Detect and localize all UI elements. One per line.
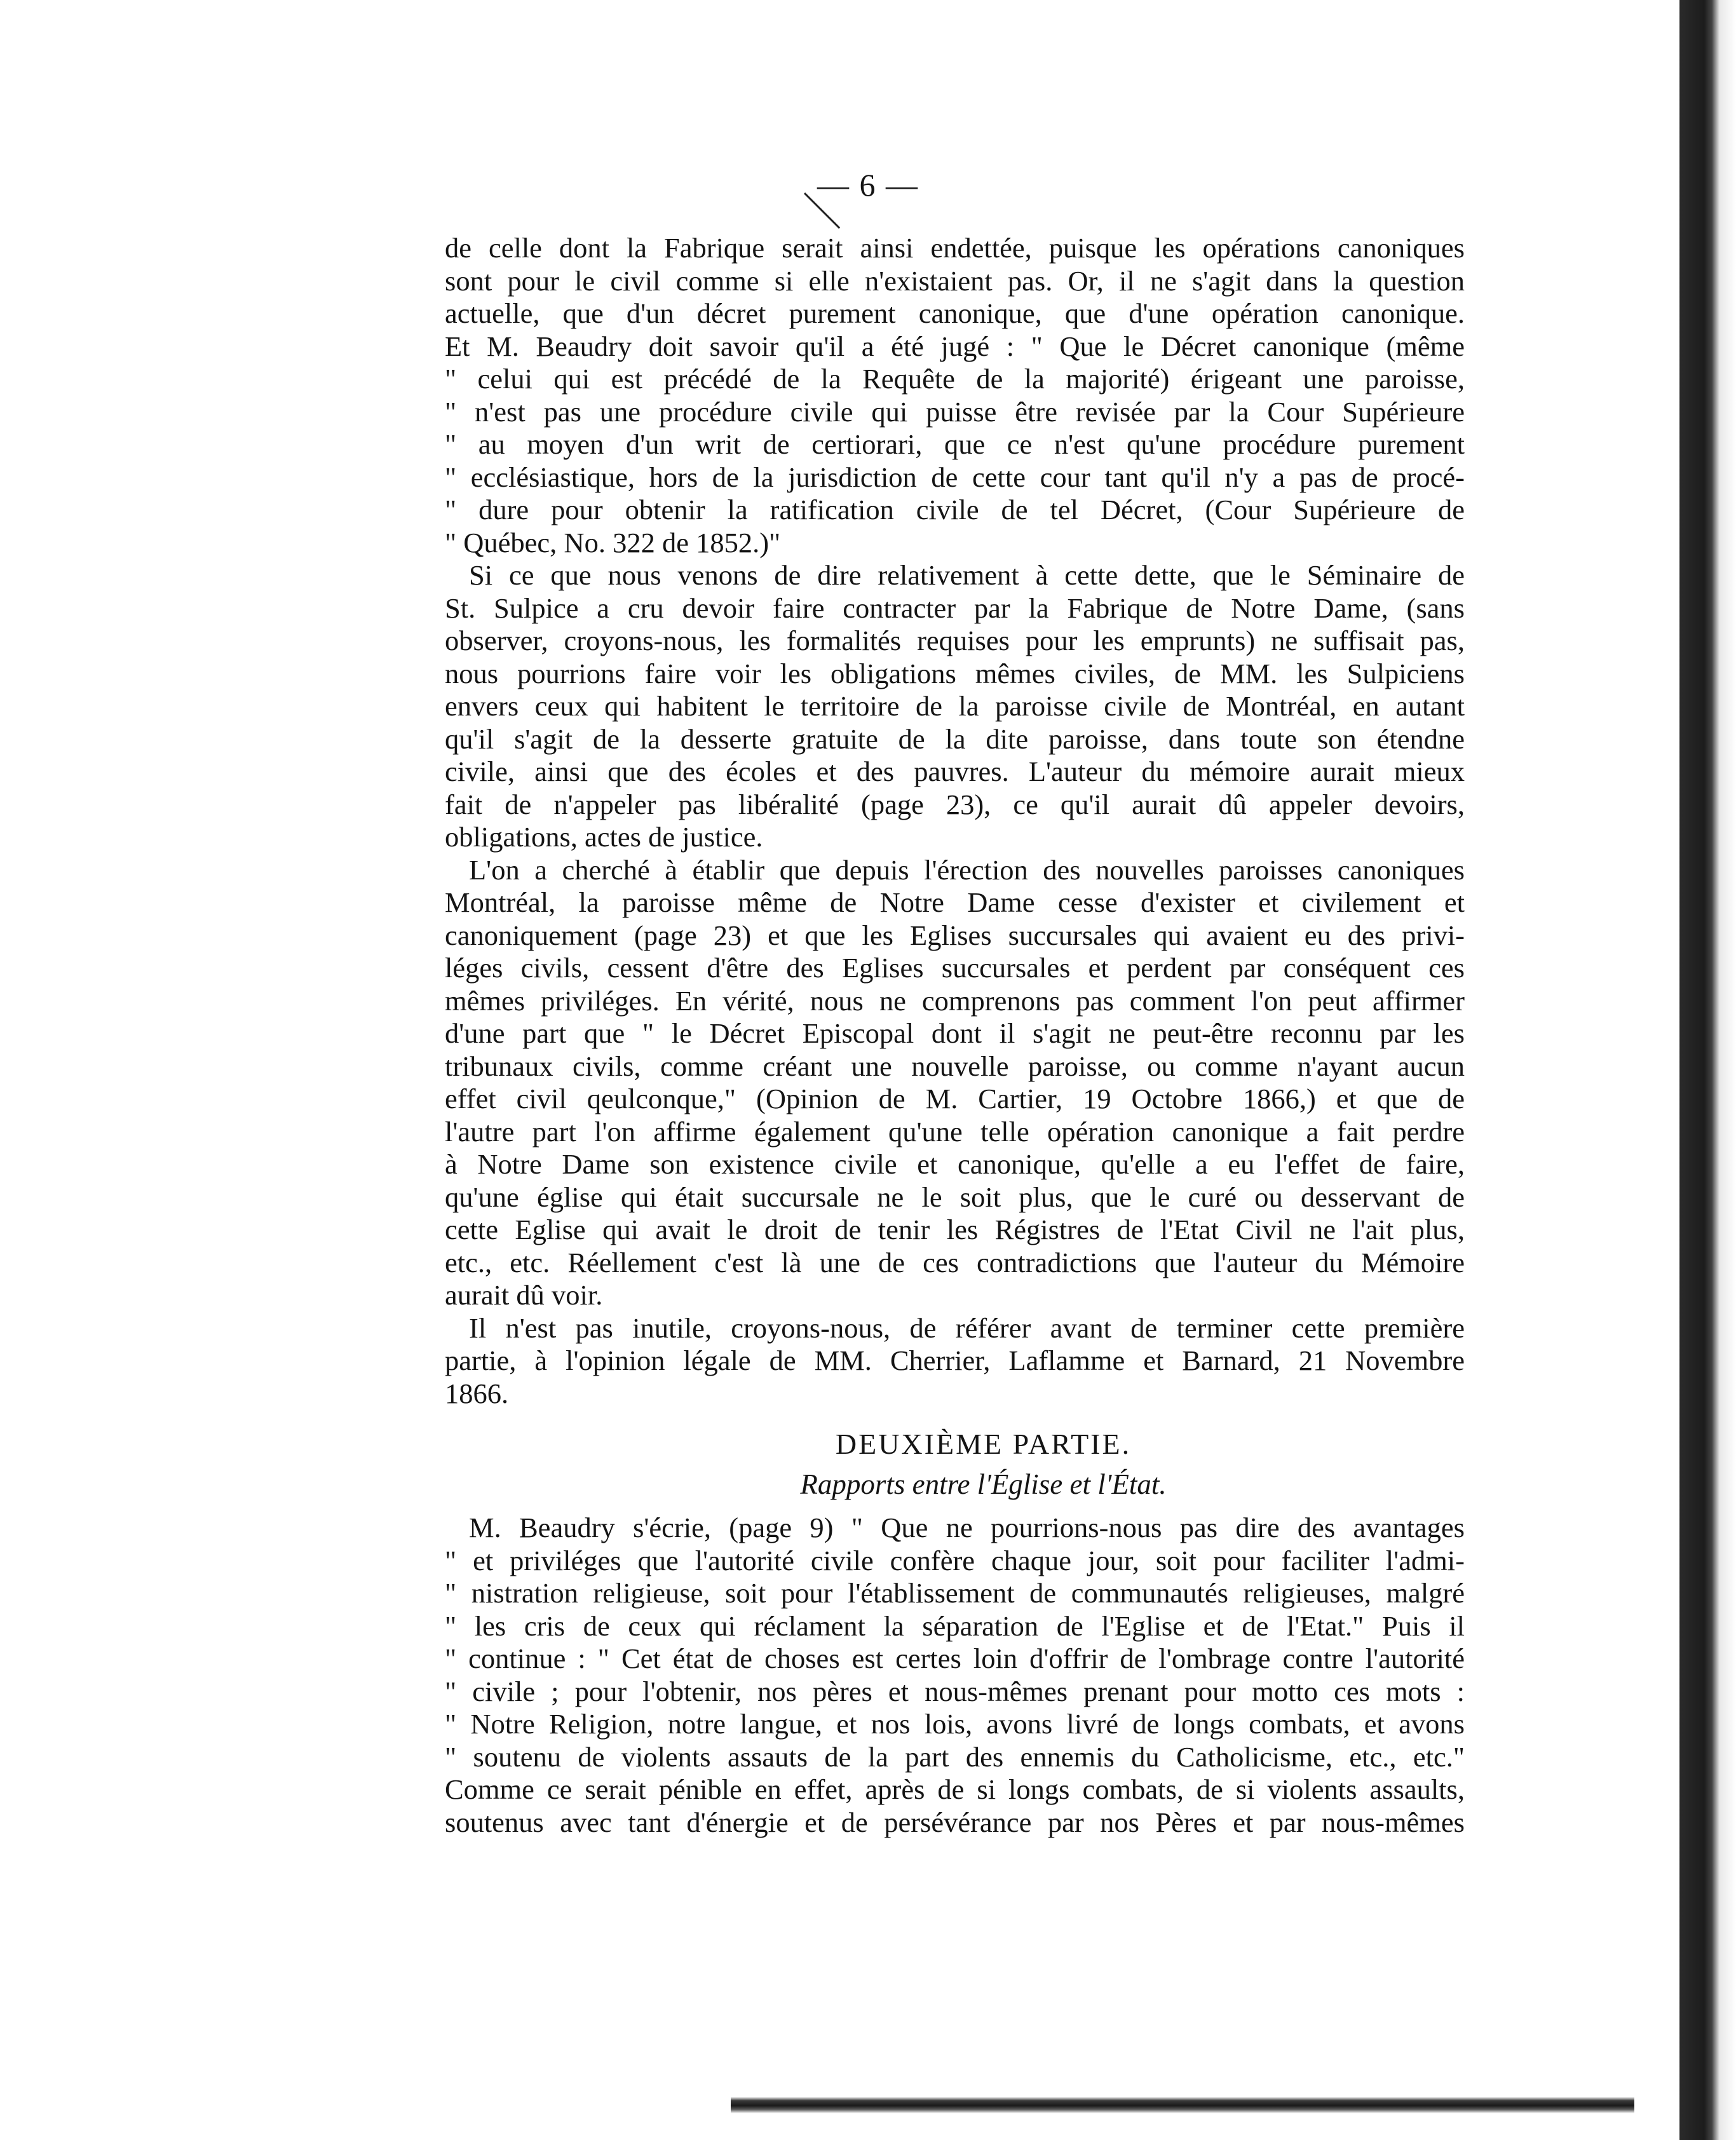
scanned-bottom-edge xyxy=(731,2097,1634,2113)
scanned-page-edge xyxy=(1641,0,1736,2140)
text-line: L'on a cherché à établir que depuis l'érection des nouvelles paroisses canoniques xyxy=(469,853,1465,886)
text-line: civile, ainsi que des écoles et des pauvres. L'auteur du mémoire aurait mieux xyxy=(445,755,1465,787)
text-line: nous pourrions faire voir les obligations mêmes civiles, de MM. les Sulpiciens xyxy=(445,657,1465,689)
text-line: Et M. Beaudry doit savoir qu'il a été jugé : " Que le Décret canonique (même xyxy=(445,330,1465,362)
text-line: qu'il s'agit de la desserte gratuite de la dite paroisse, dans toute son étendne xyxy=(445,722,1465,755)
text-line: Il n'est pas inutile, croyons-nous, de référer avant de terminer cette première xyxy=(469,1311,1465,1344)
text-line: partie, à l'opinion légale de MM. Cherrier, Laflamme et Barnard, 21 Novembre xyxy=(445,1344,1465,1376)
text-line: " soutenu de violents assauts de la part des ennemis du Catholicisme, etc., etc." xyxy=(445,1740,1465,1773)
text-line: mêmes priviléges. En vérité, nous ne comprenons pas comment l'on peut affirmer xyxy=(445,984,1465,1017)
text-line: " dure pour obtenir la ratification civile de tel Décret, (Cour Supérieure de xyxy=(445,494,1465,525)
text-line: " les cris de ceux qui réclament la séparation de l'Eglise et de l'Etat." Puis il xyxy=(445,1609,1465,1642)
text-line: à Notre Dame son existence civile et canonique, qu'elle a eu l'effet de faire, xyxy=(445,1148,1465,1180)
text-line: Montréal, la paroisse même de Notre Dame cesse d'exister et civilement et xyxy=(445,886,1465,918)
paragraph-2 xyxy=(445,559,1465,854)
text-line: l'autre part l'on affirme également qu'une telle opération canonique a fait perdre xyxy=(445,1115,1465,1148)
text-line: etc., etc. Réellement c'est là une de ces contradictions que l'auteur du Mémoire xyxy=(445,1246,1465,1278)
text-line: " continue : " Cet état de choses est certes loin d'offrir de l'ombrage contre l'autorité xyxy=(445,1642,1465,1674)
text-line: fait de n'appeler pas libéralité (page 23), ce qu'il aurait dû appeler devoirs, xyxy=(445,788,1465,820)
text-line: " nistration religieuse, soit pour l'établissement de communautés religieuses, malgré xyxy=(445,1577,1465,1609)
paragraph-5 xyxy=(445,1512,1465,1839)
text-line: " n'est pas une procédure civile qui puisse être revisée par la Cour Supérieure xyxy=(445,395,1465,428)
text-line: obligations, actes de justice. xyxy=(445,821,763,853)
text-line: soutenus avec tant d'énergie et de persévérance par nos Pères et par nous-mêmes xyxy=(445,1806,1465,1838)
text-line: " celui qui est précédé de la Requête de la majorité) érigeant une paroisse, xyxy=(445,363,1465,395)
paragraph-3 xyxy=(445,854,1465,1312)
text-line: cette Eglise qui avait le droit de tenir les Régistres de l'Etat Civil ne l'ait plus, xyxy=(445,1214,1465,1245)
page-number: — 6 — xyxy=(817,167,919,203)
text-line: 1866. xyxy=(445,1377,509,1409)
text-line: " ecclésiastique, hors de la jurisdiction de cette cour tant qu'il n'y a pas de procé- xyxy=(445,461,1465,493)
paragraph-4 xyxy=(445,1312,1465,1411)
paragraph-1 xyxy=(445,232,1465,559)
text-line: St. Sulpice a cru devoir faire contracter par la Fabrique de Notre Dame, (sans xyxy=(445,592,1465,624)
text-line: " civile ; pour l'obtenir, nos pères et nous-mêmes prenant pour motto ces mots : xyxy=(445,1675,1465,1707)
text-line: aurait dû voir. xyxy=(445,1279,603,1311)
text-line: " Notre Religion, notre langue, et nos lois, avons livré de longs combats, et avons xyxy=(445,1708,1465,1740)
text-line: actuelle, que d'un décret purement canonique, que d'une opération canonique. xyxy=(445,297,1465,329)
text-line: sont pour le civil comme si elle n'existaient pas. Or, il ne s'agit dans la question xyxy=(445,264,1465,297)
text-line: Comme ce serait pénible en effet, après de si longs combats, de si violents assaults, xyxy=(445,1773,1465,1805)
text-line: " au moyen d'un writ de certiorari, que ce n'est qu'une procédure purement xyxy=(445,428,1465,460)
section-subheading: Rapports entre l'Église et l'État. xyxy=(800,1468,1167,1500)
text-line: léges civils, cessent d'être des Eglises succursales et perdent par conséquent ces xyxy=(445,952,1465,984)
text-line: tribunaux civils, comme créant une nouvelle paroisse, ou comme n'ayant aucun xyxy=(445,1050,1465,1082)
text-line: Si ce que nous venons de dire relativement à cette dette, que le Séminaire de xyxy=(469,559,1465,591)
text-line: qu'une église qui était succursale ne le soit plus, que le curé ou desservant de xyxy=(445,1181,1465,1213)
text-line: canoniquement (page 23) et que les Eglises succursales qui avaient eu des privi- xyxy=(445,919,1465,951)
text-line: " et priviléges que l'autorité civile confère chaque jour, soit pour faciliter l'admi- xyxy=(445,1544,1465,1576)
text-line: effet civil qeulconque," (Opinion de M. Cartier, 19 Octobre 1866,) et que de xyxy=(445,1083,1465,1114)
document-body xyxy=(445,232,1465,1839)
text-line: " Québec, No. 322 de 1852.)" xyxy=(445,526,781,559)
text-line: observer, croyons-nous, les formalités requises pour les emprunts) ne suffisait pas, xyxy=(445,625,1465,656)
section-heading: DEUXIÈME PARTIE. xyxy=(835,1428,1132,1460)
text-line: envers ceux qui habitent le territoire de la paroisse civile de Montréal, en autant xyxy=(445,690,1465,722)
text-line: de celle dont la Fabrique serait ainsi endettée, puisque les opérations canoniques xyxy=(445,232,1465,264)
text-line: M. Beaudry s'écrie, (page 9) " Que ne pourrions-nous pas dire des avantages xyxy=(469,1512,1465,1543)
text-line: d'une part que " le Décret Episcopal dont il s'agit ne peut-être reconnu par les xyxy=(445,1017,1465,1049)
